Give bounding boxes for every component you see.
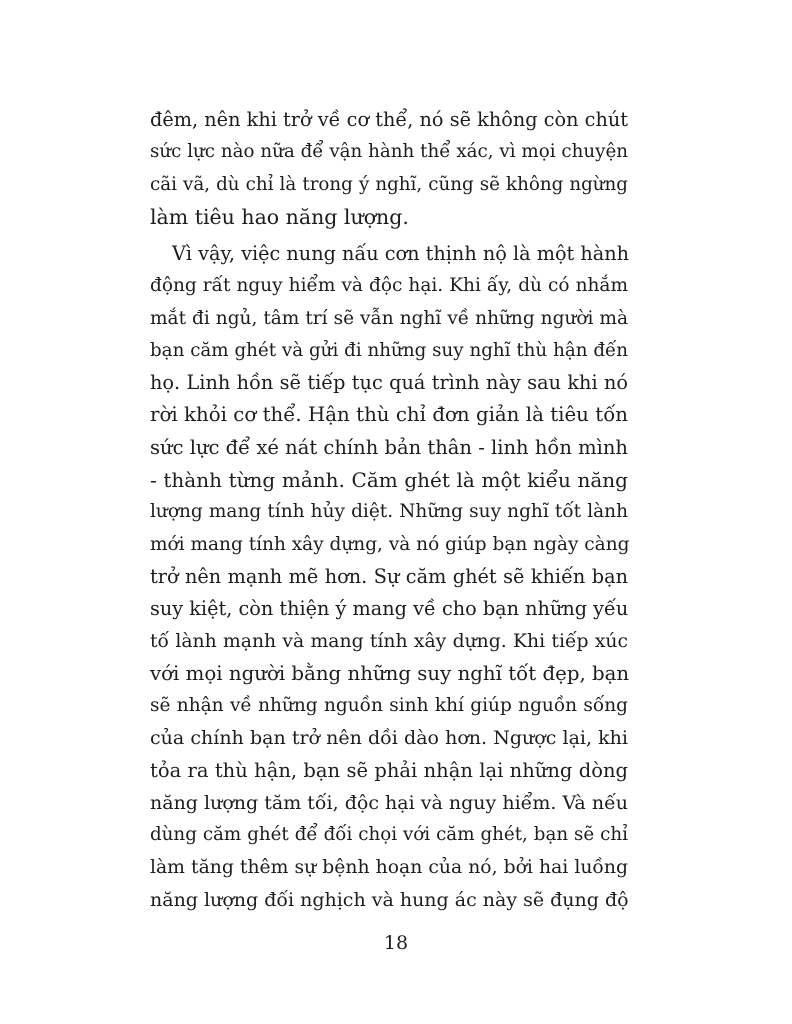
text-line: động rất nguy hiểm và độc hại. Khi ấy, dù có nhắm bbox=[150, 275, 628, 297]
text-line: bạn căm ghét và gửi đi những suy nghĩ thù hận đến bbox=[150, 339, 628, 361]
text-line: sức lực nào nữa để vận hành thể xác, vì mọi chuyện bbox=[150, 141, 628, 163]
text-line: sẽ nhận về những nguồn sinh khí giúp nguồn sống bbox=[150, 695, 628, 717]
text-line: đêm, nên khi trở về cơ thể, nó sẽ không còn chút bbox=[150, 108, 628, 131]
text-line: của chính bạn trở nên dồi dào hơn. Ngược lại, khi bbox=[150, 727, 628, 750]
page-number: 18 bbox=[383, 932, 409, 954]
paragraph-2 bbox=[150, 238, 628, 916]
text-line: tỏa ra thù hận, bạn sẽ phải nhận lại những dòng bbox=[150, 758, 628, 782]
text-line: cãi vã, dù chỉ là trong ý nghĩ, cũng sẽ không ngừng bbox=[150, 173, 628, 195]
text-line: lượng mang tính hủy diệt. Những suy nghĩ tốt lành bbox=[150, 501, 628, 523]
paragraph-1 bbox=[150, 104, 628, 233]
text-line: suy kiệt, còn thiện ý mang về cho bạn những yếu bbox=[150, 597, 629, 621]
text-line: làm tiêu hao năng lượng. bbox=[150, 204, 409, 229]
text-line: họ. Linh hồn sẽ tiếp tục quá trình này sau khi nó bbox=[150, 371, 628, 395]
text-line: - thành từng mảnh. Căm ghét là một kiểu năng bbox=[150, 468, 628, 493]
text-line: trở nên mạnh mẽ hơn. Sự căm ghét sẽ khiến bạn bbox=[150, 564, 628, 588]
text-line: tố lành mạnh và mang tính xây dựng. Khi tiếp xúc bbox=[150, 630, 628, 652]
text-line: mới mang tính xây dựng, và nó giúp bạn ngày càng bbox=[150, 533, 630, 555]
text-line: làm tăng thêm sự bệnh hoạn của nó, bởi hai luồng bbox=[150, 856, 628, 878]
text-line: sức lực để xé nát chính bản thân - linh hồn mình bbox=[150, 435, 628, 459]
text-line: rời khỏi cơ thể. Hận thù chỉ đơn giản là tiêu tốn bbox=[150, 403, 628, 427]
text-line: năng lượng đối nghịch và hung ác này sẽ đụng độ bbox=[150, 888, 629, 911]
text-line: với mọi người bằng những suy nghĩ tốt đẹp, bạn bbox=[150, 661, 630, 685]
text-line: năng lượng tăm tối, độc hại và nguy hiểm. Và nếu bbox=[150, 792, 628, 815]
text-line: Vì vậy, việc nung nấu cơn thịnh nộ là một hành bbox=[172, 242, 630, 265]
text-line: dùng căm ghét để đối chọi với căm ghét, bạn sẽ chỉ bbox=[150, 824, 628, 846]
text-line: mắt đi ngủ, tâm trí sẽ vẫn nghĩ về những người mà bbox=[150, 307, 628, 329]
